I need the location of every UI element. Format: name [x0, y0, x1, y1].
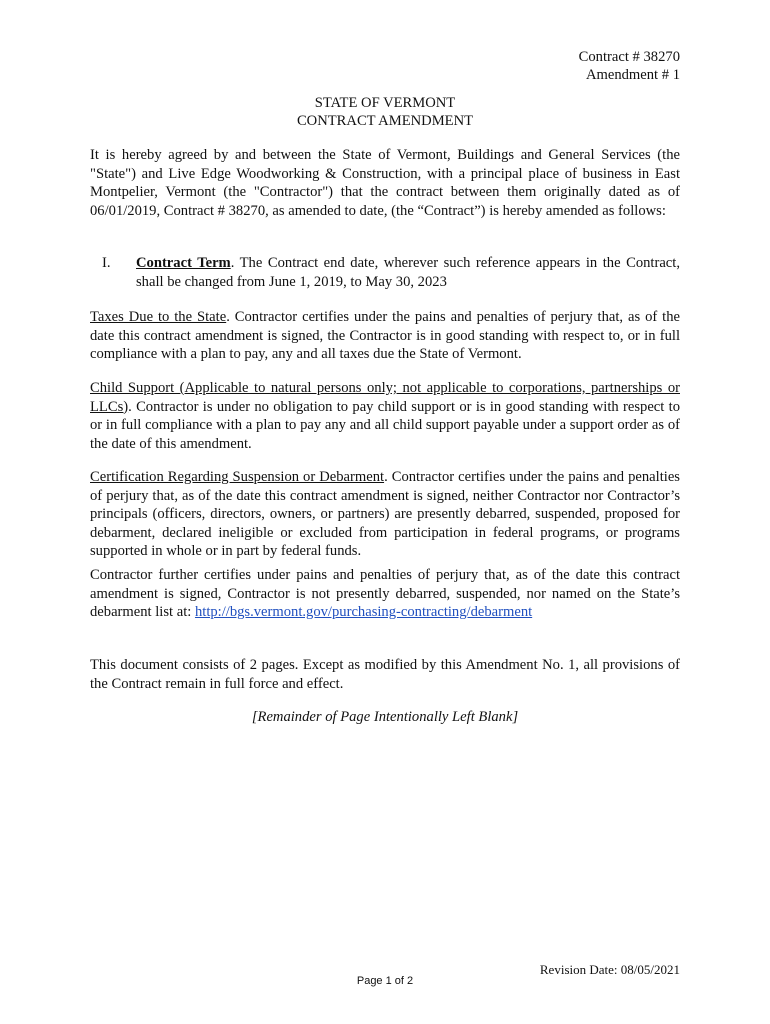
item-numeral: I. [102, 255, 111, 271]
child-support-paragraph [90, 379, 680, 453]
taxes-text: . Contractor certifies under the pains and penalties of perjury that, as of the date this contract amendment is signed, the Contractor is in good standing with respect to, or in full compliance with a plan to pay, any and all taxes due the State of Vermont. [90, 309, 680, 362]
intro-paragraph: It is hereby agreed by and between the State of Vermont, Buildings and General Services (the "State") and Live Edge Woodworking & Construction, with a principal place of business in East Montpelier, Vermont (the "Contractor") that the contract between them originally dated as of 06/01/2019, Contract # 38270, as amended to date, (the “Contract”) is hereby amended as follows: [90, 147, 680, 219]
title-line-2: CONTRACT AMENDMENT [296, 113, 474, 129]
page-number: Page 1 of 2 [356, 975, 414, 987]
document-page [90, 0, 680, 1024]
contract-header [579, 48, 680, 84]
further-certification-paragraph [90, 566, 680, 622]
document-title [90, 94, 680, 130]
revision-date: Revision Date: 08/05/2021 [539, 962, 680, 977]
child-support-text: . Contractor is under no obligation to pay child support or is in good standing with respect to or in full compliance with a plan to pay any and all child support payable under a support order as of the date of this amendment. [90, 398, 680, 452]
contract-term-text: . The Contract end date, wherever such reference appears in the Contract, shall be changed from June 1, 2019, to May 30, 2023 [136, 255, 680, 290]
remainder-blank-notice: [Remainder of Page Intentionally Left Blank] [251, 709, 519, 725]
debarment-list-link[interactable]: http://bgs.vermont.gov/purchasing-contracting/debarment [194, 604, 533, 620]
item-body [136, 254, 680, 291]
taxes-heading: Taxes Due to the State [90, 309, 227, 325]
debarment-text: . Contractor certifies under the pains and penalties of perjury that, as of the date this contract amendment is signed, neither Contractor nor Contractor’s principals (officers, directors, owners, or partners) are presently debarred, suspended, proposed for debarment, declared ineligible or excluded from participation in federal programs, or programs supported in whole or in part by federal funds. [90, 469, 680, 559]
further-text: Contractor further certifies under pains and penalties of perjury that, as of the date this contract amendment is signed, Contractor is not presently debarred, suspended, nor named on the State’s debarment list at: [90, 567, 680, 620]
debarment-heading: Certification Regarding Suspension or Debarment [90, 469, 385, 485]
contract-number: Contract # 38270 [578, 49, 680, 65]
child-support-heading: Child Support (Applicable to natural persons only; not applicable to corporations, partnerships or LLCs) [90, 380, 680, 415]
contract-term-heading: Contract Term [136, 255, 231, 271]
taxes-paragraph [90, 308, 680, 364]
debarment-paragraph [90, 468, 680, 561]
closing-paragraph: This document consists of 2 pages. Except as modified by this Amendment No. 1, all provisions of the Contract remain in full force and effect. [90, 657, 680, 692]
title-line-1: STATE OF VERMONT [314, 95, 456, 111]
amendment-number: Amendment # 1 [585, 67, 680, 83]
